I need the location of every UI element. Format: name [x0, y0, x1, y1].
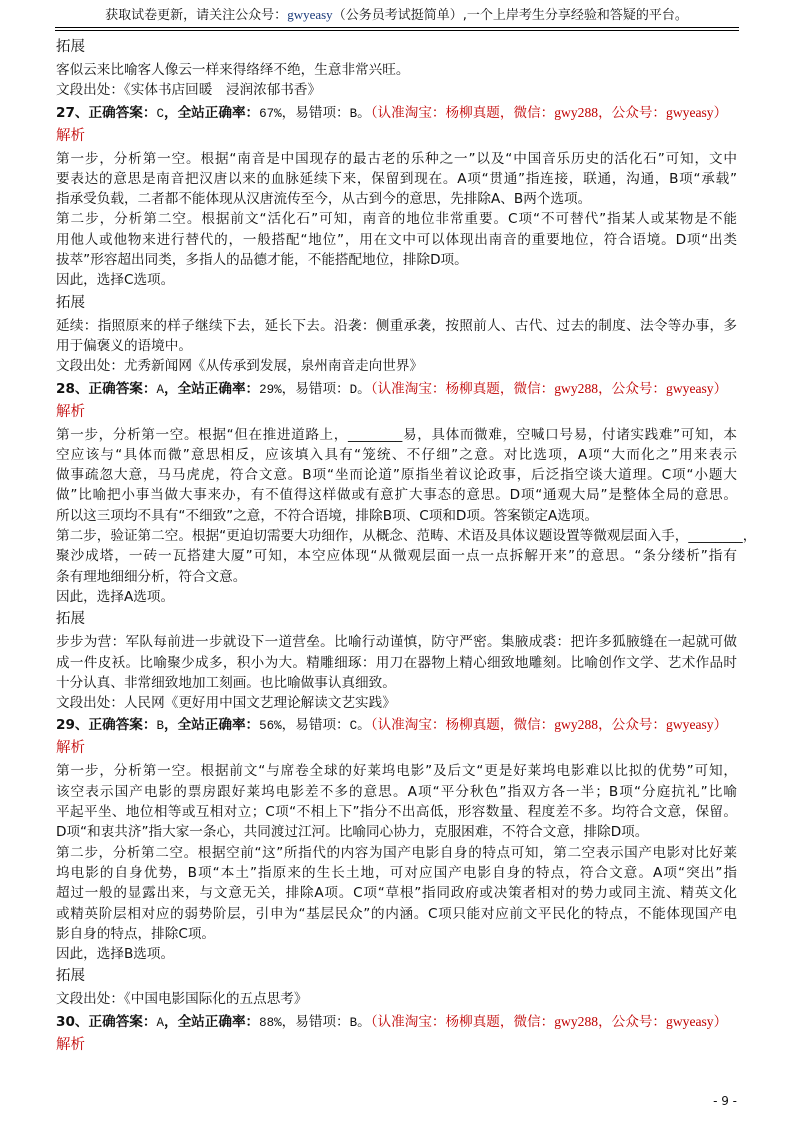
- text-line: 步步为营：军队每前进一步就设下一道营垒。比喻行动谨慎，防守严密。集腋成裘：把许多狐腋缝在一起就可做: [56, 634, 737, 651]
- accuracy-rate: 88%: [259, 1015, 282, 1030]
- paragraph: [56, 60, 737, 80]
- text-line: 指承受负载，二者都不能体现从汉唐流传至今，从古到今的意思，先排除A、B两个选项。: [56, 191, 592, 208]
- paragraph: [56, 632, 737, 693]
- text-line: 做事疏忽大意，马马虎虎，符合文意。B项“坐而论道”原指坐着议论政事，后泛指空谈大道理。C项“小题大: [56, 467, 737, 484]
- wrong-option-label: ，易错项：: [281, 380, 350, 397]
- accuracy-label: ，全站正确率：: [164, 380, 260, 397]
- text-line: 做”比喻把小事当做大事来办，有不值得这样做或有意扩大事态的意思。D项“通观大局”是整体全局的意思。: [56, 487, 737, 504]
- header-text-pre: 获取试卷更新，请关注公众号：: [105, 8, 288, 23]
- answer-line: [56, 714, 737, 736]
- text-line: 因此，选择A选项。: [56, 588, 175, 605]
- text-line: 该空表示国产电影的票房跟好莱坞电影差不多的意思。A项“平分秋色”指双方各一半；B项“分庭抗礼”比喻: [56, 783, 737, 800]
- text-line: 用他人或他物来进行替代的，一般搭配“地位”，用在文中可以体现出南音的重要地位，符合语境。D项“出类: [56, 231, 737, 248]
- page-number: - 9 -: [713, 1094, 737, 1108]
- answer-label: 、正确答案：: [74, 1013, 157, 1030]
- promo-note: （认准淘宝：杨柳真题，微信：gwy288，公众号：gwyeasy）: [370, 1013, 728, 1029]
- correct-answer: C: [156, 106, 164, 121]
- accuracy-label: ，全站正确率：: [164, 717, 260, 734]
- paragraph: [56, 843, 737, 944]
- wrong-option-label: ，易错项：: [281, 104, 350, 121]
- accuracy-label: ，全站正确率：: [164, 1013, 260, 1030]
- text-line: 因此，选择B选项。: [56, 946, 175, 963]
- text-line: 平起平坐、地位相等或互相对立；C项“不相上下”指分不出高低，形容数量、程度差不多。均符合文意，保留。: [56, 804, 737, 821]
- paragraph: [56, 587, 737, 607]
- text-line: 客似云来比喻客人像云一样来得络绎不绝，生意非常兴旺。: [56, 62, 410, 78]
- answer-line: [56, 1011, 737, 1033]
- text-line: 第二步，分析第二空。根据空前“这”所指代的内容为国产电影自身的特点可知，第二空表示国产电影对比好莱: [56, 844, 737, 861]
- section-heading-analysis: 解析: [56, 403, 85, 420]
- text-line: 坞电影的自身优势，B项“本土”指原来的生长土地，可对应国产电影自身的特点，符合文意。A项“突出”指: [56, 864, 737, 881]
- wrong-option: B: [349, 106, 358, 121]
- text-line: 影自身的特点，排除C项。: [56, 925, 216, 942]
- text-line: 要表达的意思是南音把汉唐以来的血脉延续下来，保留到现在。A项“贯通”指连接，联通，沟通，B项“承载”: [56, 170, 737, 187]
- text-line: 所以这三项均不具有“不细致”之意，不符合语境，排除B项、C项和D项。答案锁定A选项。: [56, 507, 599, 524]
- paragraph: [56, 425, 737, 526]
- text-line: 十分认真、非常细致地加工刻画。也比喻做事认真细致。: [56, 674, 396, 691]
- header-rule-bottom: [55, 30, 739, 31]
- accuracy-rate: 56%: [259, 719, 282, 734]
- paragraph: [56, 989, 737, 1009]
- text-line: 文段出处：《中国电影国际化的五点思考》: [56, 991, 308, 1008]
- correct-answer: A: [156, 382, 164, 397]
- section-heading-extension: 拓展: [56, 611, 85, 628]
- answer-end: 。: [357, 1013, 371, 1030]
- accuracy-rate: 29%: [259, 382, 282, 397]
- text-line: 因此，选择C选项。: [56, 272, 175, 289]
- page-header: [0, 6, 793, 25]
- question-number: 28: [56, 380, 75, 397]
- paragraph: [56, 944, 737, 964]
- text-line: 拔萃”形容超出同类，多指人的品德才能，不能搭配地位，排除D项。: [56, 252, 468, 269]
- text-line: 或精英阶层相对应的弱势阶层，引申为“基层民众”的内涵。C项只能对应前文平民化的特点，不能体现国产电: [56, 905, 737, 922]
- answer-end: 。: [357, 380, 371, 397]
- answer-label: 、正确答案：: [74, 717, 157, 734]
- header-account: gwyeasy: [287, 7, 333, 22]
- wrong-option: B: [349, 1015, 358, 1030]
- text-line: 聚沙成塔，一砖一瓦搭建大厦”可知，本空应体现“从微观层面一点一点拆解开来”的意思。“条分缕析”指有: [56, 548, 737, 565]
- text-line: 条有理地细细分析，符合文意。: [56, 568, 247, 585]
- text-line: 第一步，分析第一空。根据“但在推进道路上，________易，具体而微难，空喊口号易，付诸实践难”可知，本: [56, 426, 737, 443]
- section-heading-extension: 拓展: [56, 294, 85, 311]
- question-number: 30: [56, 1013, 75, 1030]
- text-line: 空应该与“具体而微”意思相反，应该填入具有“笼统、不仔细”之意。对比选项，A项“大而化之”用来表示: [56, 446, 737, 463]
- paragraph: [56, 356, 737, 376]
- accuracy-label: ，全站正确率：: [164, 104, 260, 121]
- section-heading-analysis: 解析: [56, 740, 85, 757]
- question-number: 29: [56, 717, 75, 734]
- text-line: D项“和衷共济”指大家一条心，共同渡过江河。比喻同心协力，克服困难，不符合文意，排除D项。: [56, 824, 649, 841]
- correct-answer: A: [156, 1015, 164, 1030]
- paragraph: [56, 80, 737, 100]
- paragraph: [56, 761, 737, 842]
- answer-line: [56, 102, 737, 124]
- text-line: 文段出处：《实体书店回暖 浸润浓郁书香》: [56, 82, 322, 99]
- answer-label: 、正确答案：: [74, 380, 157, 397]
- section-heading-analysis: 解析: [56, 127, 85, 144]
- answer-label: 、正确答案：: [74, 104, 157, 121]
- paragraph: [56, 693, 737, 713]
- answer-end: 。: [357, 104, 371, 121]
- wrong-option-label: ，易错项：: [281, 1013, 350, 1030]
- text-line: 第二步，分析第二空。根据前文“活化石”可知，南音的地位非常重要。C项“不可替代”指某人或某物是不能: [56, 211, 737, 228]
- section-heading-extension: 拓展: [56, 39, 85, 55]
- document-body: [56, 35, 757, 1058]
- paragraph: [56, 209, 737, 270]
- question-number: 27: [56, 104, 75, 121]
- text-line: 延续：指照原来的样子继续下去，延长下去。沿袭：侧重承袭，按照前人、古代、过去的制度、法令等办事，多: [56, 317, 737, 334]
- answer-line: [56, 378, 737, 400]
- accuracy-rate: 67%: [259, 106, 282, 121]
- text-line: 文段出处：尤秀新闻网《从传承到发展，泉州南音走向世界》: [56, 358, 424, 375]
- text-line: 第一步，分析第一空。根据“南音是中国现存的最古老的乐种之一”以及“中国音乐历史的活化石”可知，文中: [56, 150, 737, 167]
- wrong-option: D: [349, 382, 358, 397]
- text-line: 超过一般的显露出来，与文意无关，排除A项。C项“草根”指同政府或决策者相对的势力或同主流、精英文化: [56, 885, 737, 902]
- text-line: 第一步，分析第一空。根据前文“与席卷全球的好莱坞电影”及后文“更是好莱坞电影难以比拟的优势”可知，: [56, 763, 737, 780]
- paragraph: [56, 149, 737, 210]
- text-line: 第二步，验证第二空。根据“更迫切需要大功细作，从概念、范畴、术语及具体议题设置等微观层面入手，________，: [56, 528, 757, 545]
- wrong-option: C: [349, 719, 358, 734]
- promo-note: （认准淘宝：杨柳真题，微信：gwy288，公众号：gwyeasy）: [370, 380, 728, 396]
- answer-end: 。: [357, 717, 371, 734]
- section-heading-extension: 拓展: [56, 968, 85, 985]
- header-rule-top: [55, 27, 739, 28]
- promo-note: （认准淘宝：杨柳真题，微信：gwy288，公众号：gwyeasy）: [370, 717, 728, 733]
- text-line: 用于偏褒义的语境中。: [56, 337, 192, 354]
- wrong-option-label: ，易错项：: [281, 717, 350, 734]
- paragraph: [56, 316, 737, 357]
- header-text-post: （公务员考试挺简单）,一个上岸考生分享经验和答疑的平台。: [332, 8, 688, 23]
- text-line: 成一件皮袄。比喻聚少成多，积小为大。精雕细琢：用刀在器物上精心细致地雕刻。比喻创作文学、艺术作品时: [56, 654, 737, 671]
- text-line: 文段出处：人民网《更好用中国文艺理论解读文艺实践》: [56, 695, 396, 712]
- correct-answer: B: [156, 719, 164, 734]
- paragraph: [56, 270, 737, 290]
- paragraph: [56, 526, 757, 587]
- promo-note: （认准淘宝：杨柳真题，微信：gwy288，公众号：gwyeasy）: [370, 104, 728, 120]
- section-heading-analysis: 解析: [56, 1036, 85, 1053]
